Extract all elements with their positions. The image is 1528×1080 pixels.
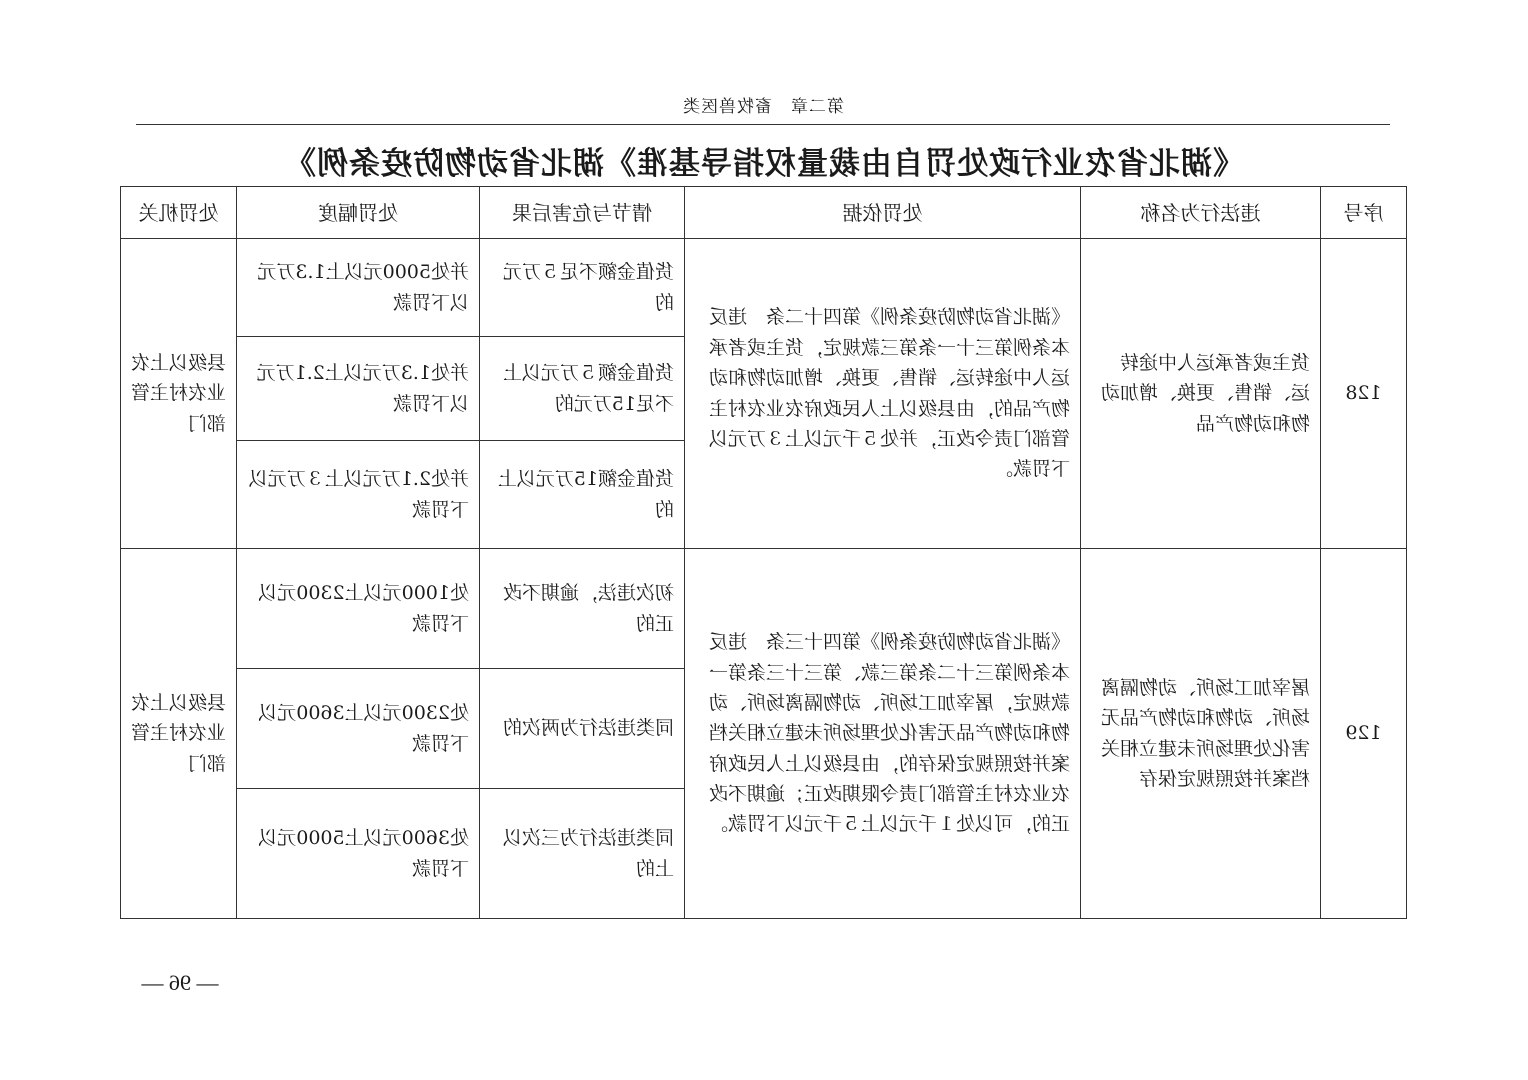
header-penalty: 处罚幅度 — [237, 187, 480, 239]
penalty-authority: 县级以上农业农村主管部门 — [121, 239, 237, 549]
case-number: 129 — [1321, 549, 1407, 919]
penalty-basis: 《湖北省动物防疫条例》第四十二条 违反本条例第三十一条第三款规定，货主或者承运人中途转运、销售、更换、增加动物和动物产品的，由县级以上人民政府农业农村主管部门责令改正，并处５千元以上３万元以下罚款。 — [685, 239, 1081, 549]
penalty-authority: 县级以上农业农村主管部门 — [121, 549, 237, 919]
header-rule — [136, 124, 1390, 125]
violation-name: 货主或者承运人中途转运、销售、更换、增加动物和动物产品 — [1081, 239, 1321, 549]
penalty-range-cell: 并处5000元以上1.3万元以下罚款 — [237, 239, 480, 337]
circumstance-cell: 初次违法，逾期不改正的 — [480, 549, 685, 669]
penalty-range-cell: 并处1.3万元以上2.1万元以下罚款 — [237, 337, 480, 441]
header-circumstance: 情节与危害后果 — [480, 187, 685, 239]
penalty-table — [120, 186, 1407, 919]
case-number: 128 — [1321, 239, 1407, 549]
header-basis: 处罚依据 — [685, 187, 1081, 239]
running-header: 第二章 畜牧兽医类 — [682, 97, 844, 117]
page-title: 《湖北省农业行政处罚自由裁量权指导基准》湖北省动物防疫条例》 — [284, 146, 1244, 182]
header-no: 序号 — [1321, 187, 1407, 239]
table-row — [121, 549, 1407, 669]
page-number: — 96 — — [141, 970, 219, 995]
header-authority: 处罚机关 — [121, 187, 237, 239]
penalty-range-cell: 并处2.1万元以上３万元以下罚款 — [237, 441, 480, 549]
header-violation: 违法行为名称 — [1081, 187, 1321, 239]
penalty-basis: 《湖北省动物防疫条例》第四十三条 违反本条例第三十二条第三款、第三十三条第一款规定，屠宰加工场所、动物隔离场所、动物和动物产品无害化处理场所未建立相关档案并按照规定保存的，由县级以上人民政府农业农村主管部门责令限期改正；逾期不改正的，可以处１千元以上５千元以下罚款。 — [685, 549, 1081, 919]
table-header-row — [121, 187, 1407, 239]
penalty-range-cell: 处2300元以上3600元以下罚款 — [237, 669, 480, 789]
table-row — [121, 239, 1407, 337]
circumstance-cell: 货值金额５万元以上不足15万元的 — [480, 337, 685, 441]
violation-name: 屠宰加工场所、动物隔离场所、动物和动物产品无害化处理场所未建立相关档案并按照规定保存 — [1081, 549, 1321, 919]
circumstance-cell: 同类违法行为三次以上的 — [480, 789, 685, 919]
circumstance-cell: 货值金额15万元以上的 — [480, 441, 685, 549]
penalty-range-cell: 处1000元以上2300元以下罚款 — [237, 549, 480, 669]
penalty-range-cell: 处3600元以上5000元以下罚款 — [237, 789, 480, 919]
circumstance-cell: 货值金额不足５万元的 — [480, 239, 685, 337]
circumstance-cell: 同类违法行为两次的 — [480, 669, 685, 789]
